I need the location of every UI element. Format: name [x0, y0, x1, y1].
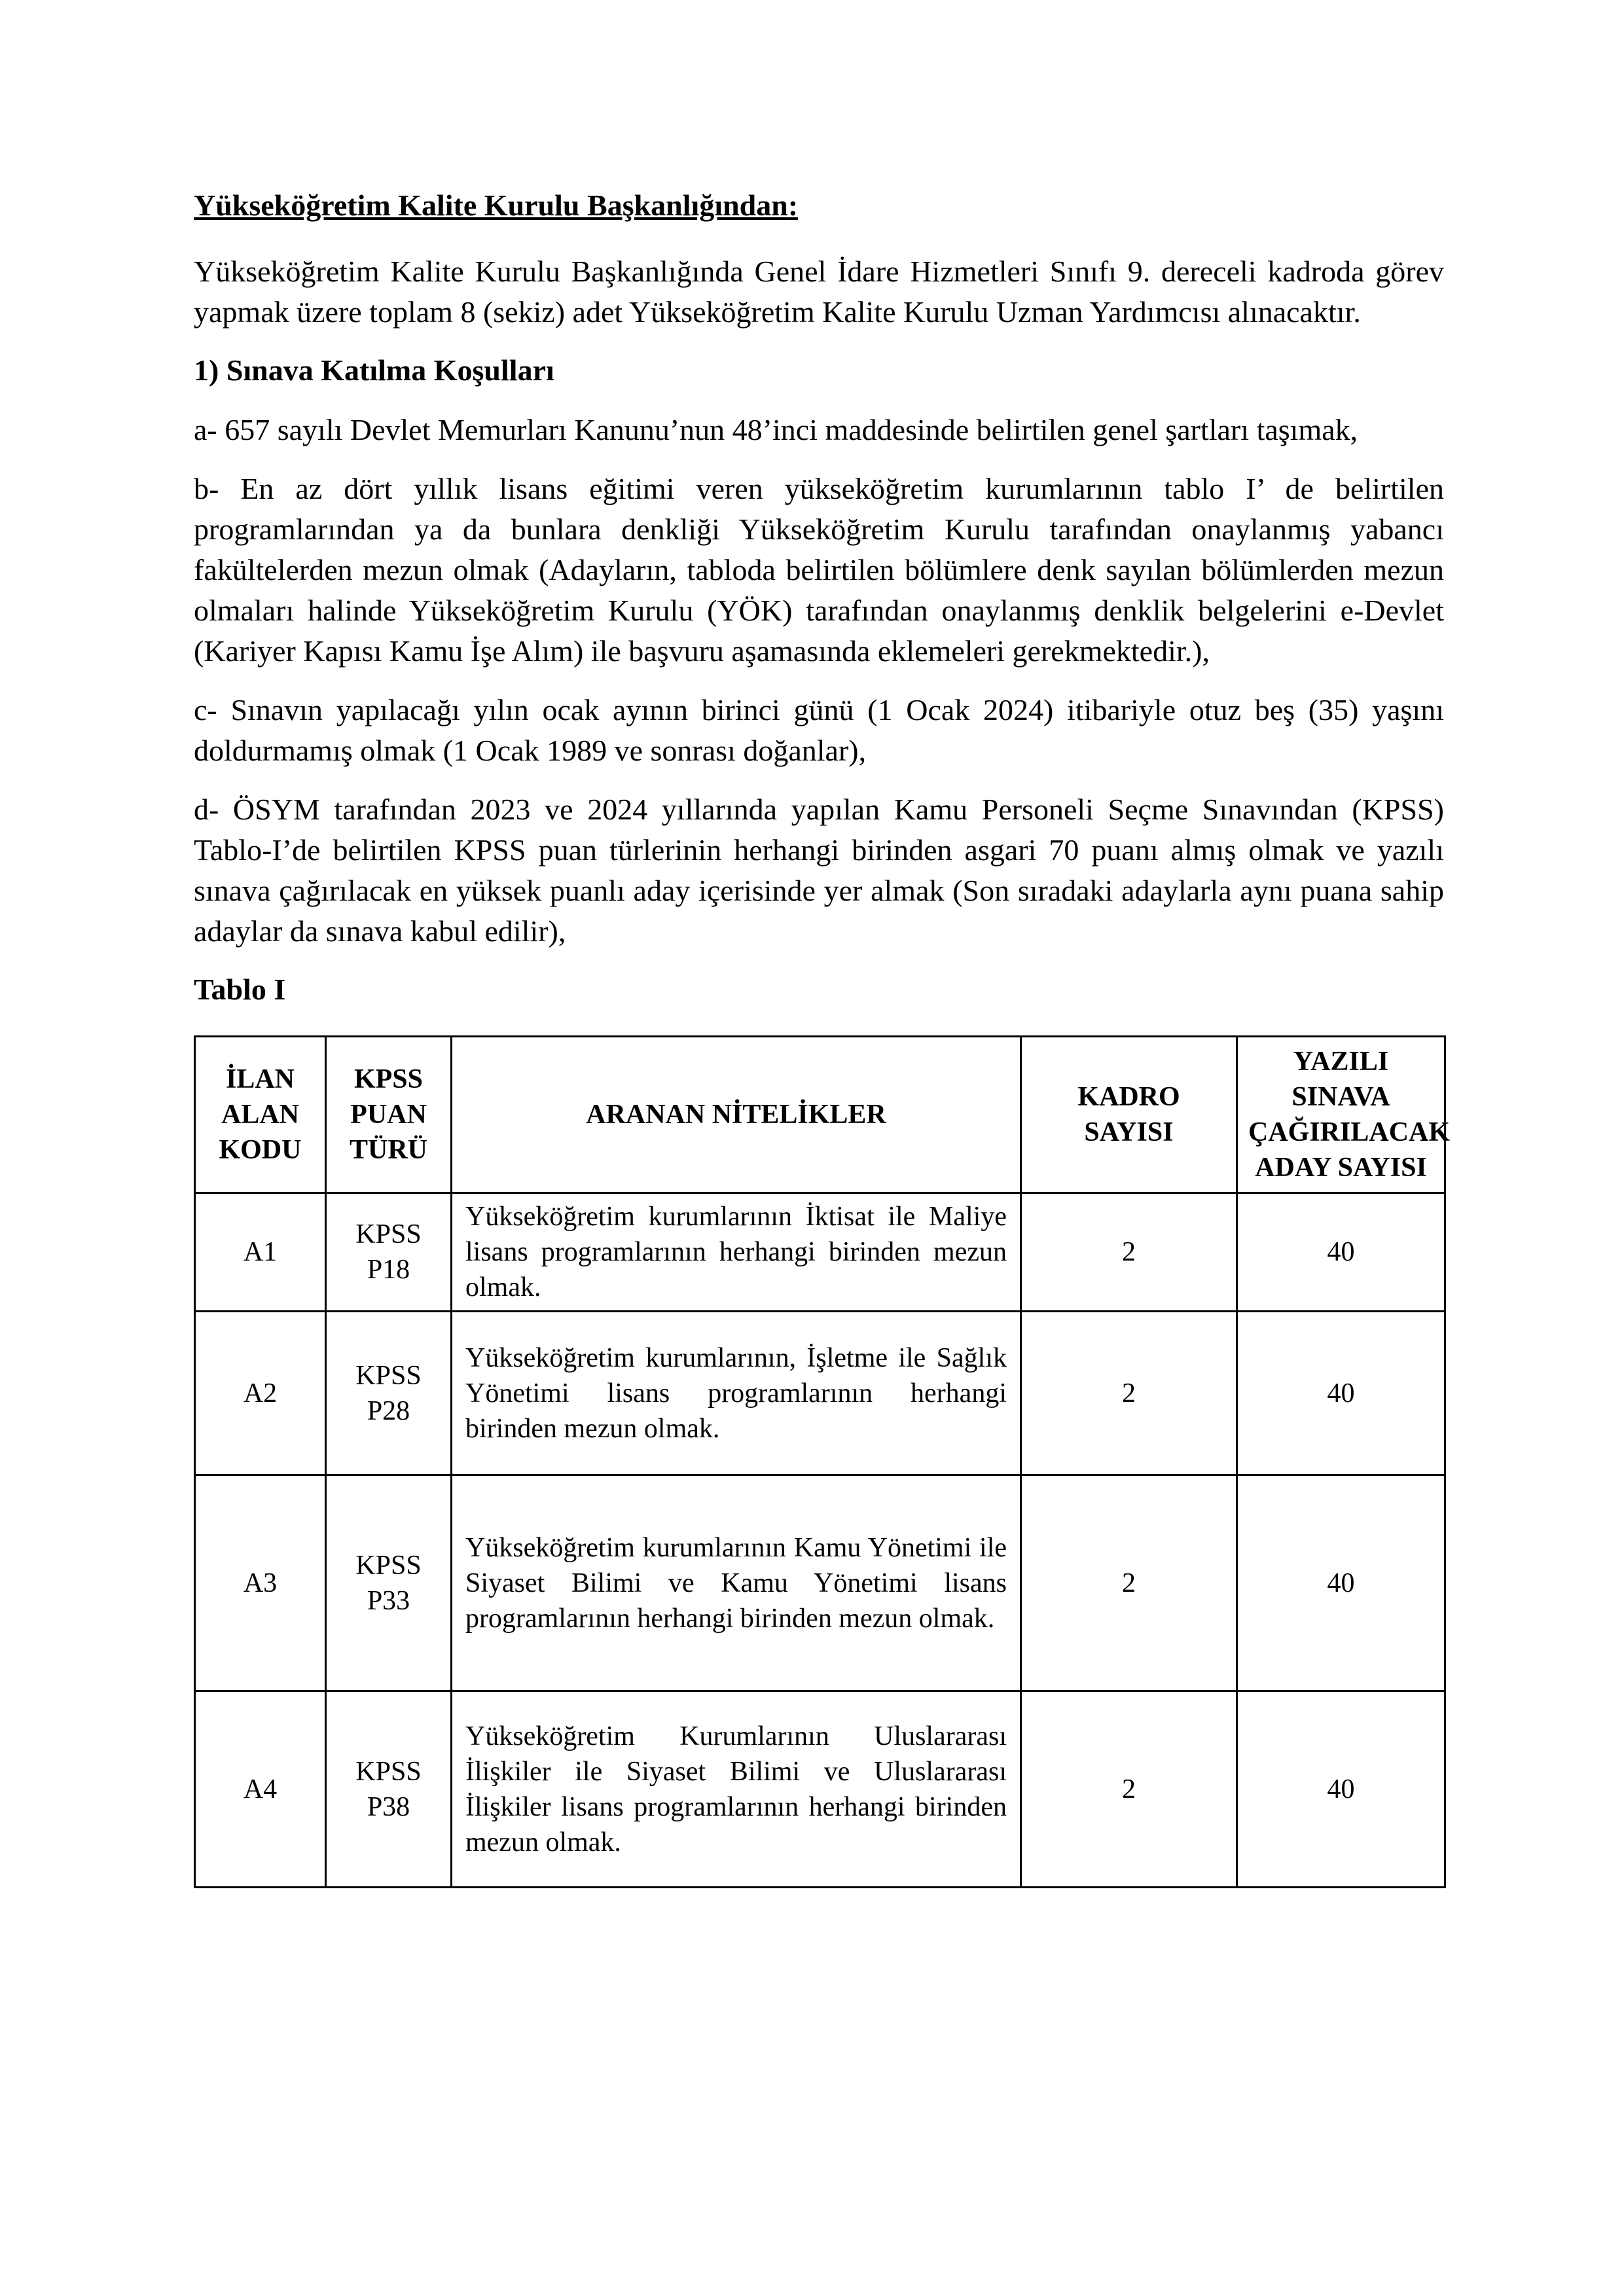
table-header-row [195, 1037, 1445, 1193]
table-row [195, 1691, 1445, 1888]
cell-kpss: KPSS P33 [326, 1475, 452, 1691]
table-row [195, 1312, 1445, 1475]
document-body [194, 187, 1451, 1888]
condition-d: d- ÖSYM tarafından 2023 ve 2024 yıllarında yapılan Kamu Personeli Seçme Sınavından (KPSS) Tablo-I’de belirtilen KPSS puan türlerinin herhangi birinden asgari 70 puanı almış olmak ve yazılı sınava çağırılacak en yüksek puanlı aday içerisinde yer almak (Son sıradaki adaylarla aynı puana sahip adaylar da sınava kabul edilir), [194, 793, 1444, 948]
header-qualifications: ARANAN NİTELİKLER [452, 1037, 1021, 1193]
heading-suffix: : [787, 188, 799, 222]
cell-code: A4 [195, 1691, 326, 1888]
cell-quota: 2 [1021, 1691, 1237, 1888]
cell-code: A2 [195, 1312, 326, 1475]
cell-quota: 2 [1021, 1312, 1237, 1475]
heading-text: Yükseköğretim Kalite Kurulu Başkanlığından [194, 188, 788, 222]
cell-qualifications: Yükseköğretim kurumlarının İktisat ile Maliye lisans programlarının herhangi birinden mezun olmak. [452, 1193, 1021, 1312]
table-caption: Tablo I [194, 973, 286, 1006]
cell-qualifications: Yükseköğretim Kurumlarının Uluslararası İlişkiler ile Siyaset Bilimi ve Uluslararası İlişkiler lisans programlarının herhangi birinden mezun olmak. [452, 1691, 1021, 1888]
cell-kpss: KPSS P28 [326, 1312, 452, 1475]
cell-code: A1 [195, 1193, 326, 1312]
table-row [195, 1475, 1445, 1691]
cell-quota: 2 [1021, 1193, 1237, 1312]
cell-kpss: KPSS P18 [326, 1193, 452, 1312]
cell-candidates: 40 [1237, 1691, 1445, 1888]
document-heading [194, 187, 1444, 224]
table-row [195, 1193, 1445, 1312]
cell-candidates: 40 [1237, 1193, 1445, 1312]
cell-candidates: 40 [1237, 1312, 1445, 1475]
cell-quota: 2 [1021, 1475, 1237, 1691]
cell-candidates: 40 [1237, 1475, 1445, 1691]
intro-paragraph: Yükseköğretim Kalite Kurulu Başkanlığında Genel İdare Hizmetleri Sınıfı 9. dereceli kadroda görev yapmak üzere toplam 8 (sekiz) adet Yükseköğretim Kalite Kurulu Uzman Yardımcısı alınacaktır. [194, 255, 1444, 329]
condition-b: b- En az dört yıllık lisans eğitimi veren yükseköğretim kurumlarının tablo I’ de belirtilen programlarından ya da bunlara denkliği Yükseköğretim Kurulu tarafından onaylanmış yabancı fakültelerden mezun olmak (Adayların, tabloda belirtilen bölümlere denk sayılan bölümlerden mezun olmaları halinde Yükseköğretim Kurulu (YÖK) tarafından onaylanmış denklik belgelerini e-Devlet (Kariyer Kapısı Kamu İşe Alım) ile başvuru aşamasında eklemeleri gerekmektedir.), [194, 472, 1444, 668]
cell-kpss: KPSS P38 [326, 1691, 452, 1888]
section-title-conditions: 1) Sınava Katılma Koşulları [194, 353, 554, 387]
header-kpss: KPSS PUAN TÜRÜ [326, 1037, 452, 1193]
condition-a: a- 657 sayılı Devlet Memurları Kanunu’nun 48’inci maddesinde belirtilen genel şartları taşımak, [194, 413, 1358, 446]
positions-table [194, 1035, 1451, 1888]
header-quota: KADRO SAYISI [1021, 1037, 1237, 1193]
header-candidates: YAZILI SINAVA ÇAĞIRILACAK ADAY SAYISI [1237, 1037, 1445, 1193]
cell-code: A3 [195, 1475, 326, 1691]
cell-qualifications: Yükseköğretim kurumlarının Kamu Yönetimi ile Siyaset Bilimi ve Kamu Yönetimi lisans programlarının herhangi birinden mezun olmak. [452, 1475, 1021, 1691]
cell-qualifications: Yükseköğretim kurumlarının, İşletme ile Sağlık Yönetimi lisans programlarının herhangi birinden mezun olmak. [452, 1312, 1021, 1475]
header-code: İLAN ALAN KODU [195, 1037, 326, 1193]
condition-c: c- Sınavın yapılacağı yılın ocak ayının birinci günü (1 Ocak 2024) itibariyle otuz beş (35) yaşını doldurmamış olmak (1 Ocak 1989 ve sonrası doğanlar), [194, 693, 1444, 767]
